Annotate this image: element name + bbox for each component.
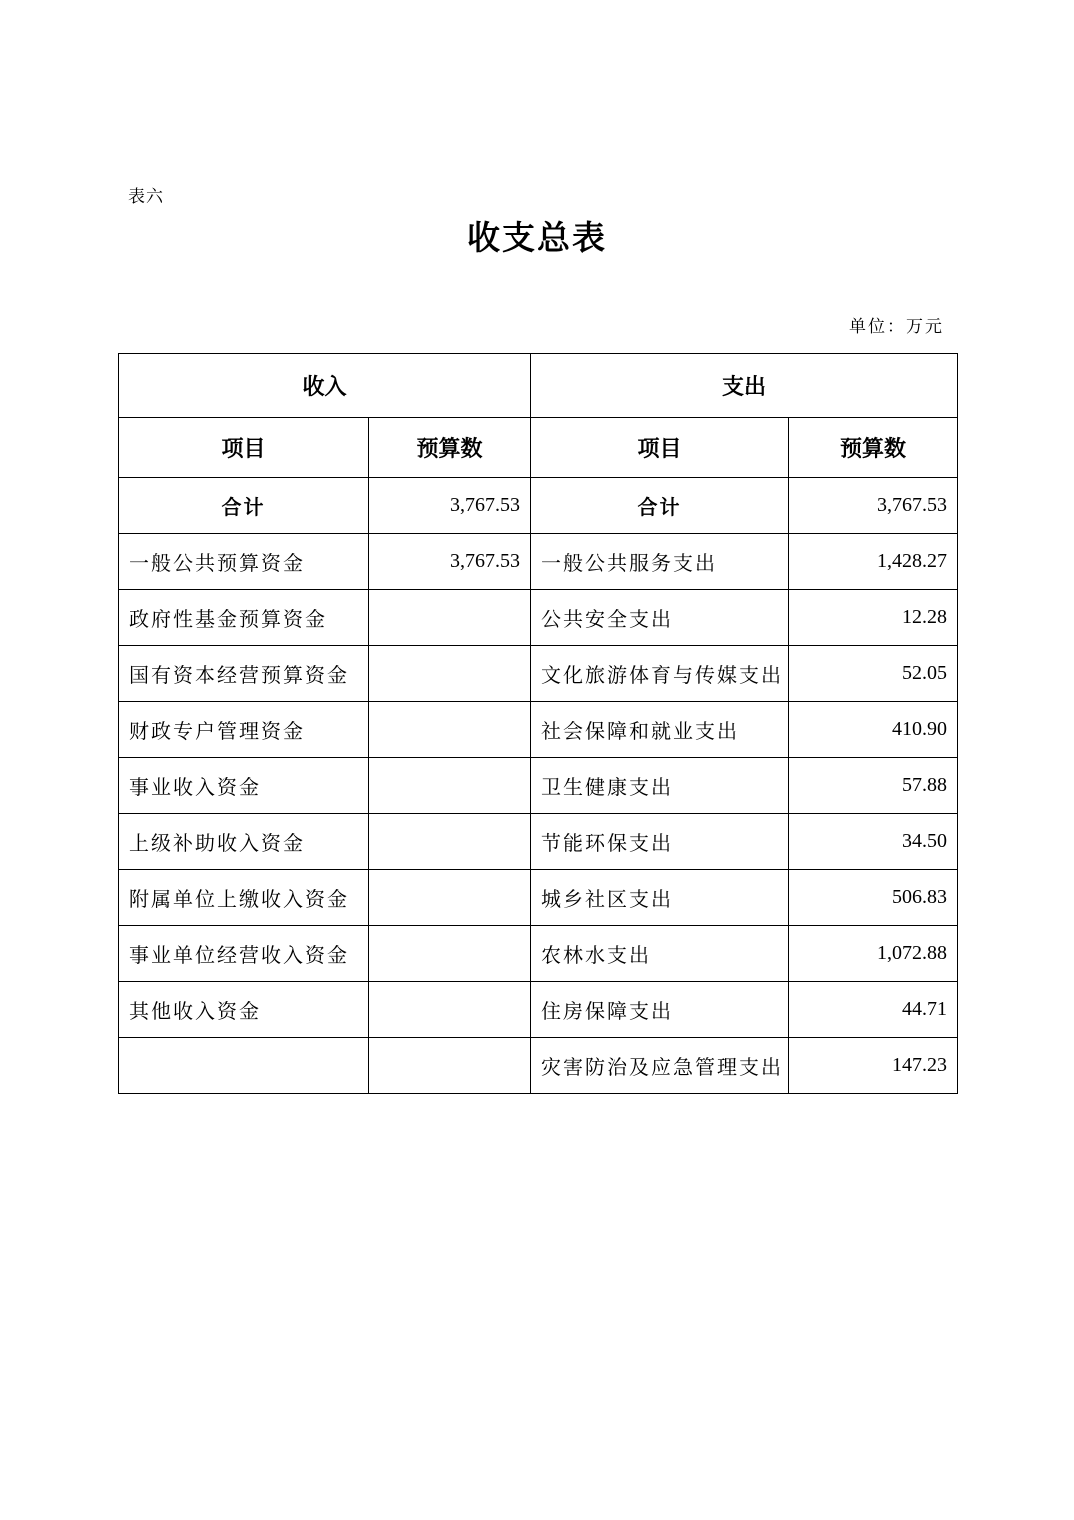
group-header-row (119, 354, 958, 418)
expense-group-header: 支出 (531, 354, 958, 418)
expense-value-cell: 34.50 (789, 814, 958, 870)
table-row (119, 982, 958, 1038)
income-value-cell (369, 982, 531, 1038)
income-item-cell: 一般公共预算资金 (119, 534, 369, 590)
column-header-row (119, 418, 958, 478)
income-item-column-header: 项目 (119, 418, 369, 478)
expense-value-cell: 506.83 (789, 870, 958, 926)
page-title: 收支总表 (467, 218, 607, 257)
income-total-value: 3,767.53 (369, 478, 531, 534)
unit-label: 单位：万元 (849, 317, 944, 337)
table-row (119, 646, 958, 702)
expense-value-cell: 147.23 (789, 1038, 958, 1094)
table-row (119, 758, 958, 814)
expense-value-cell: 1,428.27 (789, 534, 958, 590)
expense-budget-column-header: 预算数 (789, 418, 958, 478)
expense-value-cell: 410.90 (789, 702, 958, 758)
expense-value-cell: 1,072.88 (789, 926, 958, 982)
expense-value-cell: 44.71 (789, 982, 958, 1038)
expense-total-label: 合计 (531, 478, 789, 534)
expense-item-cell: 农林水支出 (531, 926, 789, 982)
expense-item-cell: 公共安全支出 (531, 590, 789, 646)
expense-item-cell: 节能环保支出 (531, 814, 789, 870)
income-value-cell (369, 814, 531, 870)
income-budget-column-header: 预算数 (369, 418, 531, 478)
table-row (119, 926, 958, 982)
income-value-cell (369, 590, 531, 646)
expense-item-cell: 文化旅游体育与传媒支出 (531, 646, 789, 702)
expense-item-cell: 住房保障支出 (531, 982, 789, 1038)
income-value-cell (369, 926, 531, 982)
table-row (119, 814, 958, 870)
income-item-cell: 附属单位上缴收入资金 (119, 870, 369, 926)
income-item-cell (119, 1038, 369, 1094)
income-value-cell (369, 646, 531, 702)
table-row (119, 590, 958, 646)
income-item-cell: 国有资本经营预算资金 (119, 646, 369, 702)
income-value-cell (369, 702, 531, 758)
income-value-cell (369, 870, 531, 926)
table-row (119, 534, 958, 590)
expense-value-cell: 12.28 (789, 590, 958, 646)
income-value-cell: 3,767.53 (369, 534, 531, 590)
expense-item-cell: 卫生健康支出 (531, 758, 789, 814)
income-value-cell (369, 1038, 531, 1094)
total-row (119, 478, 958, 534)
income-group-header: 收入 (119, 354, 531, 418)
table-row (119, 702, 958, 758)
table-body (119, 534, 958, 1094)
expense-value-cell: 52.05 (789, 646, 958, 702)
table-row (119, 1038, 958, 1094)
income-value-cell (369, 758, 531, 814)
expense-item-cell: 城乡社区支出 (531, 870, 789, 926)
table-row (119, 870, 958, 926)
expense-item-cell: 社会保障和就业支出 (531, 702, 789, 758)
income-total-label: 合计 (119, 478, 369, 534)
income-item-cell: 其他收入资金 (119, 982, 369, 1038)
expense-item-column-header: 项目 (531, 418, 789, 478)
income-item-cell: 事业单位经营收入资金 (119, 926, 369, 982)
table-number-label: 表六 (128, 187, 164, 207)
income-item-cell: 上级补助收入资金 (119, 814, 369, 870)
expense-value-cell: 57.88 (789, 758, 958, 814)
expense-total-value: 3,767.53 (789, 478, 958, 534)
expense-item-cell: 一般公共服务支出 (531, 534, 789, 590)
income-item-cell: 政府性基金预算资金 (119, 590, 369, 646)
expense-item-cell: 灾害防治及应急管理支出 (531, 1038, 789, 1094)
budget-summary-table (118, 353, 958, 1094)
income-item-cell: 财政专户管理资金 (119, 702, 369, 758)
income-item-cell: 事业收入资金 (119, 758, 369, 814)
